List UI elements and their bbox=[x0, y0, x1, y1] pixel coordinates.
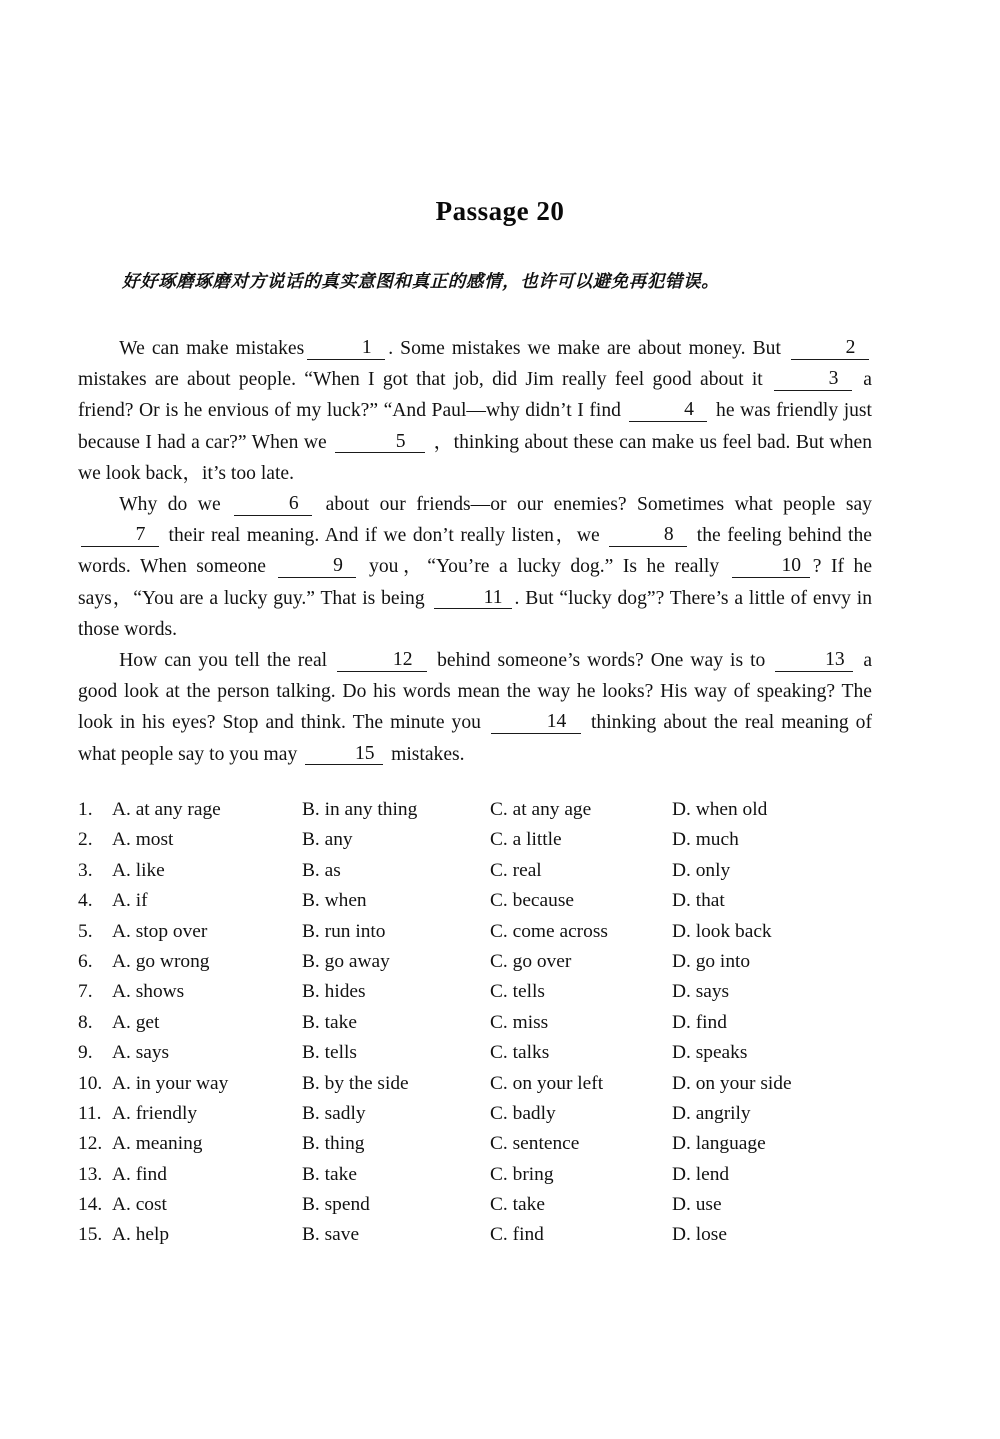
option-choice-b[interactable]: B. in any thing bbox=[302, 799, 418, 820]
passage-text: mistakes are about people. “When I got that job, did Jim really feel good about it bbox=[78, 369, 763, 391]
option-number: 5. bbox=[78, 920, 93, 942]
option-number: 2. bbox=[78, 829, 93, 851]
passage-paragraph-3 bbox=[78, 645, 872, 770]
option-choice-d[interactable]: D. go into bbox=[672, 950, 751, 972]
option-choice-c[interactable]: C. bring bbox=[490, 1163, 554, 1185]
option-choice-c[interactable]: C. on your left bbox=[490, 1072, 604, 1094]
blank-2[interactable]: 2 bbox=[791, 338, 869, 360]
passage-paragraph-2 bbox=[78, 489, 872, 645]
option-number: 10. bbox=[78, 1072, 103, 1094]
option-choice-b[interactable]: B. save bbox=[302, 1224, 360, 1246]
option-choice-b[interactable]: B. hides bbox=[302, 981, 366, 1003]
option-choice-b[interactable]: B. go away bbox=[302, 950, 390, 972]
option-choice-a[interactable]: A. at any rage bbox=[112, 799, 221, 820]
option-choice-b[interactable]: B. take bbox=[302, 1011, 357, 1033]
option-choice-b[interactable]: B. take bbox=[302, 1163, 357, 1185]
option-choice-a[interactable]: A. in your way bbox=[112, 1072, 229, 1094]
blank-12[interactable]: 12 bbox=[337, 650, 427, 672]
option-choice-c[interactable]: C. miss bbox=[490, 1011, 549, 1033]
option-choice-c[interactable]: C. find bbox=[490, 1224, 544, 1246]
passage-text: thinking about the real meaning of what people say to you may bbox=[78, 712, 873, 765]
option-choice-d[interactable]: D. find bbox=[672, 1011, 727, 1033]
page-title: Passage 20 bbox=[435, 196, 565, 226]
option-choice-d[interactable]: D. language bbox=[672, 1133, 766, 1155]
passage-text: you，“You’re a lucky dog.” Is he really bbox=[369, 556, 720, 578]
passage-text: ? If he says，“You are a lucky guy.” That is being bbox=[78, 556, 873, 609]
option-row bbox=[78, 947, 878, 977]
option-choice-b[interactable]: B. run into bbox=[302, 920, 386, 942]
option-choice-c[interactable]: C. badly bbox=[490, 1102, 556, 1124]
option-choice-d[interactable]: D. that bbox=[672, 890, 725, 912]
cloze-passage bbox=[78, 333, 872, 770]
option-row bbox=[78, 795, 878, 825]
passage-text: . Some mistakes we make are about money. But bbox=[388, 338, 781, 359]
blank-8[interactable]: 8 bbox=[609, 525, 687, 547]
option-choice-d[interactable]: D. look back bbox=[672, 920, 772, 942]
option-choice-b[interactable]: B. as bbox=[302, 859, 341, 881]
option-number: 12. bbox=[78, 1133, 103, 1155]
option-choice-d[interactable]: D. lend bbox=[672, 1163, 730, 1185]
passage-paragraph-1 bbox=[78, 333, 872, 489]
option-choice-c[interactable]: C. because bbox=[490, 890, 574, 912]
option-choice-c[interactable]: C. at any age bbox=[490, 799, 592, 820]
option-choice-b[interactable]: B. tells bbox=[302, 1042, 357, 1064]
blank-9[interactable]: 9 bbox=[278, 556, 356, 578]
option-row bbox=[78, 825, 878, 855]
option-choice-d[interactable]: D. only bbox=[672, 859, 731, 881]
option-choice-c[interactable]: C. real bbox=[490, 859, 542, 881]
option-number: 4. bbox=[78, 890, 93, 912]
option-choice-d[interactable]: D. use bbox=[672, 1194, 722, 1216]
blank-15[interactable]: 15 bbox=[305, 744, 383, 766]
passage-text: mistakes. bbox=[391, 743, 465, 765]
option-number: 7. bbox=[78, 981, 93, 1003]
option-number: 13. bbox=[78, 1163, 103, 1185]
option-row bbox=[78, 1220, 878, 1250]
option-choice-a[interactable]: A. stop over bbox=[112, 920, 208, 942]
option-choice-d[interactable]: D. much bbox=[672, 829, 739, 851]
option-choice-a[interactable]: A. find bbox=[112, 1163, 167, 1185]
blank-4[interactable]: 4 bbox=[629, 400, 707, 422]
option-number: 11. bbox=[78, 1102, 102, 1124]
passage-text: We can make mistakes bbox=[119, 338, 305, 359]
option-choice-d[interactable]: D. says bbox=[672, 981, 730, 1003]
option-number: 6. bbox=[78, 950, 93, 972]
option-number: 8. bbox=[78, 1011, 93, 1033]
option-choice-a[interactable]: A. cost bbox=[112, 1194, 167, 1216]
option-row bbox=[78, 1160, 878, 1190]
option-choice-b[interactable]: B. thing bbox=[302, 1133, 365, 1155]
option-choice-a[interactable]: A. most bbox=[112, 829, 174, 851]
option-choice-d[interactable]: D. on your side bbox=[672, 1072, 792, 1094]
passage-text: their real meaning. And if we don’t really listen，we bbox=[168, 525, 600, 547]
option-number: 9. bbox=[78, 1042, 93, 1064]
option-row bbox=[78, 1099, 878, 1129]
passage-text: How can you tell the real bbox=[119, 650, 328, 672]
option-choice-a[interactable]: A. friendly bbox=[112, 1102, 198, 1124]
option-choice-d[interactable]: D. lose bbox=[672, 1224, 727, 1246]
blank-6[interactable]: 6 bbox=[234, 494, 312, 516]
blank-7[interactable]: 7 bbox=[81, 525, 159, 547]
option-row bbox=[78, 1008, 878, 1038]
option-choice-c[interactable]: C. sentence bbox=[490, 1133, 580, 1155]
passage-text: a friend? Or is he envious of my luck?” “And Paul—why didn’t I find bbox=[78, 369, 872, 422]
blank-13[interactable]: 13 bbox=[775, 650, 853, 672]
option-row bbox=[78, 917, 878, 947]
option-choice-b[interactable]: B. by the side bbox=[302, 1072, 409, 1094]
option-number: 14. bbox=[78, 1194, 103, 1216]
option-row bbox=[78, 1038, 878, 1068]
passage-text: about our friends—or our enemies? Sometimes what people say bbox=[325, 494, 872, 516]
option-number: 1. bbox=[78, 799, 93, 820]
blank-1[interactable]: 1 bbox=[307, 338, 385, 360]
passage-text: ，thinking about these can make us feel bad. But when we look back，it’s too late. bbox=[78, 431, 872, 484]
option-choice-b[interactable]: B. spend bbox=[302, 1194, 370, 1216]
option-choice-c[interactable]: C. tells bbox=[490, 981, 545, 1003]
option-choice-d[interactable]: D. speaks bbox=[672, 1042, 748, 1064]
option-choice-a[interactable]: A. help bbox=[112, 1224, 170, 1246]
passage-text: a good look at the person talking. Do his words mean the way he looks? His way of speaking? The look in his eyes? Stop and think. The minute you bbox=[78, 650, 873, 734]
option-number: 15. bbox=[78, 1224, 103, 1246]
passage-text: he was friendly just because I had a car?” When we bbox=[78, 400, 872, 453]
chinese-hint-line: 好好琢磨琢磨对方说话的真实意图和真正的感情，也许可以避免再犯错误。 bbox=[122, 272, 720, 292]
passage-text: behind someone’s words? One way is to bbox=[437, 650, 766, 672]
blank-10[interactable]: 10 bbox=[732, 556, 810, 578]
option-choice-a[interactable]: A. shows bbox=[112, 981, 185, 1003]
option-row bbox=[78, 1129, 878, 1159]
option-choice-a[interactable]: A. like bbox=[112, 859, 165, 881]
answer-options-list bbox=[78, 795, 878, 1251]
option-row bbox=[78, 886, 878, 916]
blank-11[interactable]: 11 bbox=[434, 588, 512, 610]
option-choice-c[interactable]: C. go over bbox=[490, 950, 572, 972]
option-choice-a[interactable]: A. if bbox=[112, 890, 148, 912]
option-number: 3. bbox=[78, 859, 93, 881]
option-row bbox=[78, 977, 878, 1007]
blank-14[interactable]: 14 bbox=[491, 712, 581, 734]
option-choice-c[interactable]: C. a little bbox=[490, 829, 562, 851]
option-choice-d[interactable]: D. angrily bbox=[672, 1102, 751, 1124]
option-choice-c[interactable]: C. take bbox=[490, 1194, 545, 1216]
option-choice-a[interactable]: A. meaning bbox=[112, 1133, 203, 1155]
option-choice-b[interactable]: B. sadly bbox=[302, 1102, 366, 1124]
option-row bbox=[78, 856, 878, 886]
option-choice-c[interactable]: C. come across bbox=[490, 920, 608, 942]
blank-5[interactable]: 5 bbox=[335, 432, 425, 454]
option-choice-a[interactable]: A. go wrong bbox=[112, 950, 210, 972]
option-choice-c[interactable]: C. talks bbox=[490, 1042, 550, 1064]
option-choice-b[interactable]: B. when bbox=[302, 890, 367, 912]
option-choice-a[interactable]: A. get bbox=[112, 1011, 160, 1033]
option-row bbox=[78, 1190, 878, 1220]
option-row bbox=[78, 1069, 878, 1099]
option-choice-d[interactable]: D. when old bbox=[672, 799, 768, 820]
blank-3[interactable]: 3 bbox=[774, 369, 852, 391]
passage-text: Why do we bbox=[119, 494, 221, 516]
option-choice-b[interactable]: B. any bbox=[302, 829, 353, 851]
option-choice-a[interactable]: A. says bbox=[112, 1042, 170, 1064]
passage-text: the feeling behind the words. When someone bbox=[78, 525, 872, 578]
passage-text: . But “lucky dog”? There’s a little of envy in those words. bbox=[78, 587, 873, 640]
